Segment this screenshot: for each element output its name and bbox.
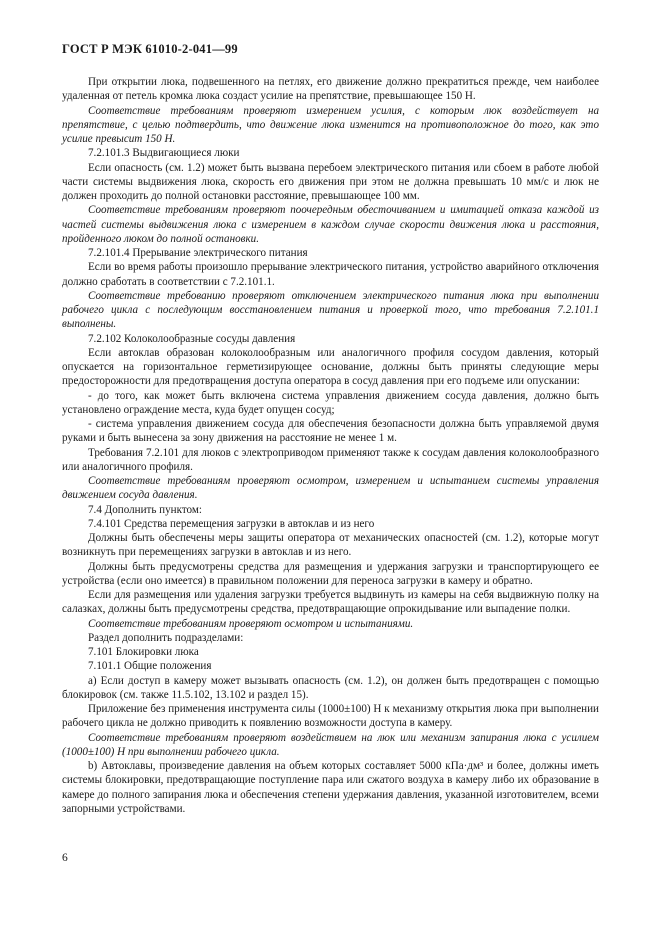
section-heading: 7.2.102 Колоколообразные сосуды давления: [88, 332, 296, 345]
paragraph: Если опасность (см. 1.2) может быть вызвана перебоем электрического питания или сбоем в работе любой части системы выдвижения люка, скорость его движения при этом не должна превышать 10 мм/с и люк не должен проходить до полной остановки расстояние, превышающее 100 мм.: [62, 161, 599, 202]
paragraph: Соответствие требованиям проверяют поочередным обесточиванием и имитацией отказа каждой из частей системы выдвижения люка с измерением в каждом случае скорости движения люка и расстояния, пройденного люком до полной остановки.: [62, 204, 599, 245]
list-item: - система управления движением сосуда для обеспечения безопасности должна быть управляемой двумя руками и быть вынесена за зону движения на расстояние не менее 1 м.: [62, 418, 599, 445]
paragraph: Раздел дополнить подразделами:: [88, 631, 244, 644]
paragraph: Если для размещения или удаления загрузки требуется выдвинуть из камеры на себя выдвижную полку на салазках, должны быть предусмотрены средства, предотвращающие опрокидывание или выпадение полки.: [62, 589, 599, 616]
paragraph: Приложение без применения инструмента силы (1000±100) Н к механизму открытия люка при выполнении рабочего цикла не должно приводить к появлению возможности доступа в камеру.: [62, 703, 599, 730]
paragraph: Соответствие требованиям проверяют воздействием на люк или механизм запирания люка с усилием (1000±100) Н при выполнении рабочего цикла.: [62, 731, 599, 758]
paragraph: Соответствие требованиям проверяют осмотром и испытаниями.: [88, 617, 414, 630]
paragraph: b) Автоклавы, произведение давления на объем которых составляет 5000 кПа·дм³ и более, должны иметь системы блокировки, предотвращающие поступление пара или сжатого воздуха в камеру либо их образование в камере до полного запирания люка и обеспечения степени удержания давления, указанной изготовителем, всеми запорными устройствами.: [62, 760, 599, 815]
paragraph: Соответствие требованиям проверяют измерением усилия, с которым люк воздействует на препятствие, с целью подтвердить, что движение люка изменится на противоположное до того, как это усилие превысит 150 Н.: [62, 104, 599, 145]
section-heading: 7.4 Дополнить пунктом:: [88, 503, 202, 516]
list-item: - до того, как может быть включена система управления движением сосуда давления, должно быть установлено ограждение места, куда будет опущен сосуд;: [62, 389, 599, 416]
page-body: [62, 75, 599, 816]
paragraph: Должны быть обеспечены меры защиты оператора от механических опасностей (см. 1.2), которые могут возникнуть при перемещениях загрузки в автоклав и из него.: [62, 532, 599, 559]
paragraph: Соответствие требованиям проверяют осмотром, измерением и испытанием системы управления движением сосуда давления.: [62, 475, 599, 502]
paragraph: Если во время работы произошло прерывание электрического питания, устройство аварийного отключения должно сработать в соответствии с 7.2.101.1.: [62, 261, 599, 288]
paragraph: При открытии люка, подвешенного на петлях, его движение должно прекратиться прежде, чем наиболее удаленная от петель кромка люка создаст усилие на препятствие, превышающее 150 Н.: [62, 76, 599, 103]
paragraph: Должны быть предусмотрены средства для размещения и удержания загрузки и транспортирующего ее устройства (если оно имеется) в правильном положении для переноса загрузки в камеру и обратно.: [62, 560, 599, 587]
section-heading: 7.101 Блокировки люка: [88, 646, 199, 658]
paragraph: Требования 7.2.101 для люков с электроприводом применяют также к сосудам давления колоколообразного или аналогичного профиля.: [62, 446, 599, 473]
paragraph: Если автоклав образован колоколообразным или аналогичного профиля сосудом давления, который опускается на горизонтальное герметизирующее основание, должны быть приняты следующие меры предосторожности для предотвращения доступа оператора в сосуд давления при его подъеме или опускании:: [62, 346, 599, 388]
section-heading: 7.4.101 Средства перемещения загрузки в автоклав и из него: [88, 517, 375, 530]
paragraph: Соответствие требованию проверяют отключением электрического питания люка при выполнении рабочего цикла с последующим восстановлением питания и проверкой того, что требования 7.2.101.1 выполнены.: [62, 289, 599, 331]
paragraph: a) Если доступ в камеру может вызывать опасность (см. 1.2), он должен быть предотвращен с помощью блокировок (см. также 11.5.102, 13.102 и раздел 15).: [62, 674, 599, 701]
section-heading: 7.2.101.4 Прерывание электрического питания: [88, 247, 308, 259]
section-heading: 7.2.101.3 Выдвигающиеся люки: [88, 147, 240, 160]
document-header: ГОСТ Р МЭК 61010-2-041—99: [62, 42, 238, 56]
page-number: 6: [62, 852, 68, 864]
section-heading: 7.101.1 Общие положения: [88, 660, 212, 673]
